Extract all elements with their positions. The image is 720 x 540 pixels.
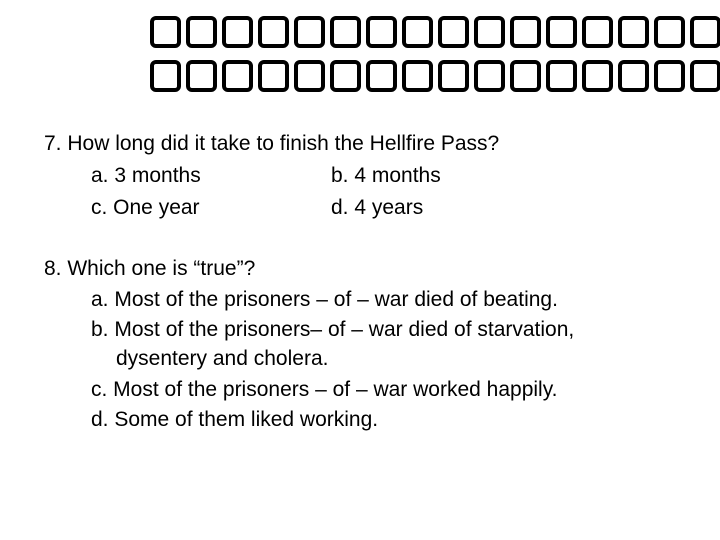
missing-glyph-box: [618, 60, 649, 92]
missing-glyph-box: [690, 60, 720, 92]
missing-glyph-box: [582, 16, 613, 48]
missing-glyph-box: [294, 60, 325, 92]
missing-glyph-box: [222, 60, 253, 92]
quiz-content: [44, 128, 574, 435]
question-7-option-c: c. One year: [91, 196, 200, 219]
spacer: [44, 224, 574, 253]
question-7-options-row-1: [44, 160, 574, 192]
question-7-option-b: b. 4 months: [331, 164, 441, 187]
missing-glyph-box: [186, 16, 217, 48]
missing-glyph-box: [186, 60, 217, 92]
missing-glyph-box: [402, 16, 433, 48]
missing-glyph-box: [150, 16, 181, 48]
question-8-text: 8. Which one is “true”?: [44, 257, 256, 280]
missing-glyph-box: [690, 16, 720, 48]
missing-glyph-box: [654, 16, 685, 48]
missing-glyph-box: [222, 16, 253, 48]
question-7-option-a: a. 3 months: [91, 164, 201, 187]
missing-glyph-box: [474, 16, 505, 48]
question-8-option-d: d. Some of them liked working.: [91, 408, 379, 431]
question-8-option-b: b. Most of the prisoners– of – war died of starvation,: [91, 318, 575, 341]
missing-glyph-box: [438, 16, 469, 48]
title-line-1: [150, 16, 720, 52]
missing-glyph-box: [258, 16, 289, 48]
missing-glyph-box: [510, 60, 541, 92]
question-8-option-c: c. Most of the prisoners – of – war worked happily.: [91, 378, 558, 401]
missing-glyph-box: [546, 16, 577, 48]
question-8-option-b-continued: dysentery and cholera.: [116, 347, 329, 370]
question-7-option-d: d. 4 years: [331, 196, 424, 219]
question-7-text: 7. How long did it take to finish the Hellfire Pass?: [44, 132, 500, 155]
missing-glyph-box: [582, 60, 613, 92]
missing-glyph-box: [510, 16, 541, 48]
missing-glyph-box: [618, 16, 649, 48]
question-7-options-row-2: [44, 192, 574, 224]
title-line-2: [150, 60, 720, 96]
missing-glyph-box: [330, 60, 361, 92]
question-8-option-a: a. Most of the prisoners – of – war died of beating.: [91, 288, 558, 311]
missing-glyph-box: [294, 16, 325, 48]
missing-glyph-box: [546, 60, 577, 92]
missing-glyph-box: [366, 60, 397, 92]
missing-glyph-box: [366, 16, 397, 48]
missing-glyph-box: [150, 60, 181, 92]
missing-glyph-box: [402, 60, 433, 92]
missing-glyph-box: [258, 60, 289, 92]
slide-title: [150, 16, 720, 104]
missing-glyph-box: [330, 16, 361, 48]
missing-glyph-box: [654, 60, 685, 92]
missing-glyph-box: [438, 60, 469, 92]
missing-glyph-box: [474, 60, 505, 92]
